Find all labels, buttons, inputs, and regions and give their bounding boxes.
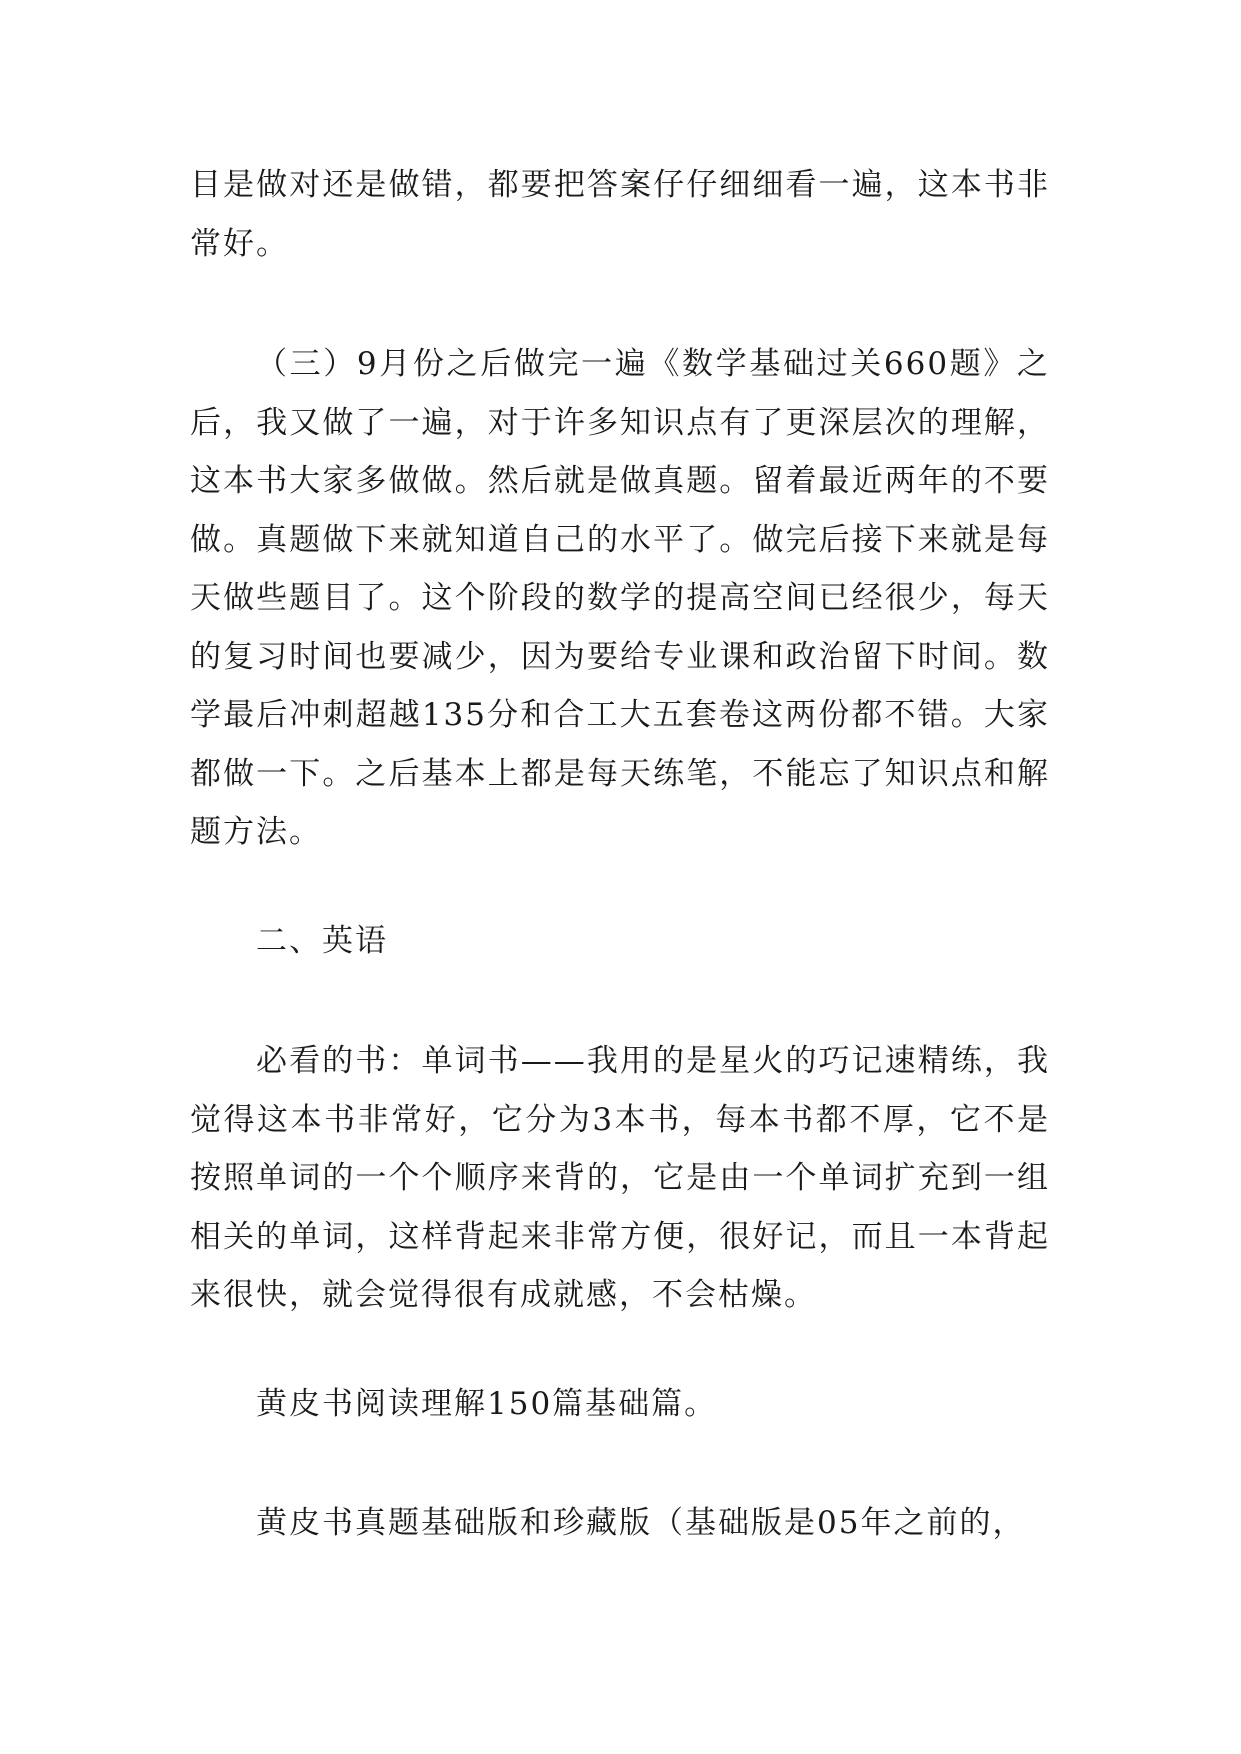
paragraph-vocabulary-book: 必看的书：单词书——我用的是星火的巧记速精练，我觉得这本书非常好，它分为3本书，每本书都不厚，它不是按照单词的一个个顺序来背的，它是由一个单词扩充到一组相关的单词，这样背起来非常方便，很好记，而且一本背起来很快，就会觉得很有成就感，不会枯燥。: [190, 1043, 1050, 1313]
paragraph-exam-papers: 黄皮书真题基础版和珍藏版（基础版是05年之前的，: [256, 1505, 1026, 1541]
paragraph-reading-book: 黄皮书阅读理解150篇基础篇。: [256, 1386, 718, 1422]
paragraph-math-stage-three: （三）9月份之后做完一遍《数学基础过关660题》之后，我又做了一遍，对于许多知识点有了更深层次的理解，这本书大家多做做。然后就是做真题。留着最近两年的不要做。真题做下来就知道自己的水平了。做完后接下来就是每天做些题目了。这个阶段的数学的提高空间已经很少，每天的复习时间也要减少，因为要给专业课和政治留下时间。数学最后冲刺超越135分和合工大五套卷这两份都不错。大家都做一下。之后基本上都是每天练笔，不能忘了知识点和解题方法。: [190, 346, 1050, 850]
section-heading-english: 二、英语: [256, 923, 388, 959]
paragraph-answer-review: 目是做对还是做错，都要把答案仔仔细细看一遍，这本书非常好。: [190, 167, 1050, 262]
